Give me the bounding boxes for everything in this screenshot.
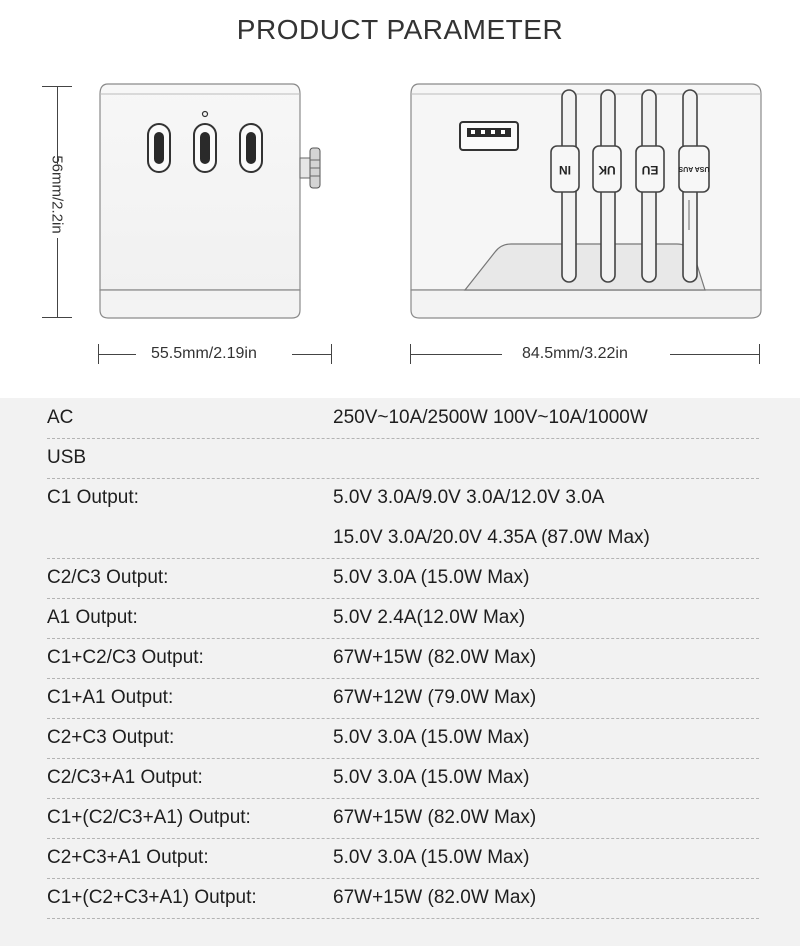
dimension-line-right xyxy=(670,354,760,355)
spec-value: 67W+12W (79.0W Max) xyxy=(333,687,537,708)
plug-label-uk: UK xyxy=(598,162,616,177)
dimension-cap-bottom xyxy=(42,317,72,318)
spec-label: C2/C3 Output: xyxy=(47,567,169,588)
plug-label-usa-aus: USA AUS xyxy=(678,165,710,173)
height-dimension xyxy=(42,86,72,318)
usb-c-port-1 xyxy=(148,124,170,172)
spec-value: 5.0V 3.0A (15.0W Max) xyxy=(333,847,530,868)
side-width-dimension xyxy=(410,344,760,364)
dimension-line-left xyxy=(410,354,502,355)
title-part-bold: PARAMETER xyxy=(386,14,564,45)
spec-row-c1-a1 xyxy=(0,678,800,718)
spec-label: AC xyxy=(47,407,74,428)
spec-value: 5.0V 2.4A(12.0W Max) xyxy=(333,607,526,628)
spec-label: C2/C3+A1 Output: xyxy=(47,767,203,788)
side-width-label: 84.5mm/3.22in xyxy=(522,345,628,362)
spec-row-c1-all xyxy=(0,878,800,918)
adapter-front-view xyxy=(96,80,336,322)
spec-label: A1 Output: xyxy=(47,607,138,628)
adapter-side-view xyxy=(405,80,775,322)
usb-a-port xyxy=(460,122,518,150)
dimension-tick-right xyxy=(331,344,332,364)
spec-value: 5.0V 3.0A (15.0W Max) xyxy=(333,567,530,588)
spec-value: 250V~10A/2500W 100V~10A/1000W xyxy=(333,407,648,428)
spec-value: 67W+15W (82.0W Max) xyxy=(333,647,537,668)
spec-label: C1 Output: xyxy=(47,487,139,508)
spec-row-c2-c3 xyxy=(0,558,800,598)
dimension-line-right xyxy=(292,354,332,355)
spec-row-c2-c3-a1 xyxy=(0,838,800,878)
front-width-label: 55.5mm/2.19in xyxy=(151,345,257,362)
spec-label: C1+(C2/C3+A1) Output: xyxy=(47,807,251,828)
height-dimension-label: 56mm/2.2in xyxy=(48,155,66,234)
spec-row-c2-c3-combo xyxy=(0,718,800,758)
plug-label-eu: EU xyxy=(641,162,659,177)
spec-table xyxy=(0,398,800,946)
spec-value: 15.0V 3.0A/20.0V 4.35A (87.0W Max) xyxy=(333,527,650,548)
spec-label: C2+C3+A1 Output: xyxy=(47,847,209,868)
spec-row-a1 xyxy=(0,598,800,638)
spec-row-c1-c2c3-a1 xyxy=(0,798,800,838)
spec-value: 67W+15W (82.0W Max) xyxy=(333,887,537,908)
slider-knob xyxy=(300,148,320,188)
spec-label: C1+C2/C3 Output: xyxy=(47,647,204,668)
spec-label: C2+C3 Output: xyxy=(47,727,175,748)
plug-label-in: IN xyxy=(559,162,571,177)
spec-row-c1-c2c3 xyxy=(0,638,800,678)
front-width-dimension xyxy=(98,344,332,364)
page-title xyxy=(0,14,800,46)
spec-value: 5.0V 3.0A (15.0W Max) xyxy=(333,767,530,788)
spec-row-c1-cont xyxy=(0,518,800,558)
spec-label: C1+(C2+C3+A1) Output: xyxy=(47,887,257,908)
dimension-line-left xyxy=(98,354,136,355)
spec-row-usb xyxy=(0,438,800,478)
spec-row-c1 xyxy=(0,478,800,518)
row-divider xyxy=(47,918,759,919)
usb-c-port-3 xyxy=(240,124,262,172)
spec-row-c2c3-a1 xyxy=(0,758,800,798)
title-part-light: PRODUCT xyxy=(236,14,387,45)
spec-row-ac xyxy=(0,398,800,438)
dimension-line-bottom xyxy=(57,238,58,318)
dimension-tick-right xyxy=(759,344,760,364)
spec-value: 5.0V 3.0A/9.0V 3.0A/12.0V 3.0A xyxy=(333,487,605,508)
spec-value: 67W+15W (82.0W Max) xyxy=(333,807,537,828)
spec-label: C1+A1 Output: xyxy=(47,687,174,708)
spec-value: 5.0V 3.0A (15.0W Max) xyxy=(333,727,530,748)
spec-label: USB xyxy=(47,447,87,468)
